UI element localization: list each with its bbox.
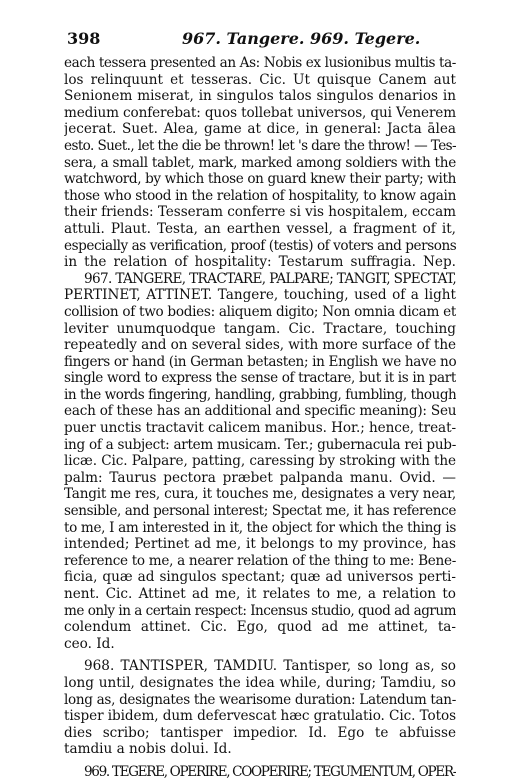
text-line: ceo. Id. — [64, 635, 115, 652]
text-line: Tangit me res, cura, it touches me, designates a very near, — [64, 486, 456, 503]
text-line: those who stood in the relation of hospitality, to know again — [64, 187, 456, 204]
page-header — [67, 28, 452, 50]
text-line: nent. Cic. Attinet ad me, it relates to me, a relation to — [64, 586, 456, 602]
text-line: Senionem miserat, in singulos talos singulos denarios in — [64, 88, 456, 105]
text-line: to me, I am interested in it, the object for which the thing is — [64, 519, 456, 536]
text-line: attuli. Plaut. Testa, an earthen vessel, a fragment of it, — [64, 220, 456, 237]
text-line: watchword, by which those on guard knew their party; with — [64, 171, 456, 188]
text-line: each of these has an additional and specific meaning): Seu — [64, 403, 456, 420]
text-line: in the words fingering, handling, grabbing, fumbling, though — [64, 386, 456, 403]
text-line: intended; Pertinet ad me, it belongs to my province, has — [64, 536, 456, 553]
text-line: collision of two bodies: aliquem digito; Non omnia dicam et — [64, 303, 456, 320]
text-line: los relinquunt et tesseras. Cic. Ut quisque Canem aut — [64, 71, 456, 88]
text-line: long as, designates the wearisome duration: Latendum tan- — [64, 691, 456, 708]
text-line: tamdiu a nobis dolui. Id. — [64, 741, 232, 758]
page-number: 398 — [67, 29, 101, 48]
text-line: dies scribo; tantisper impedior. Id. Ego te abfuisse — [64, 724, 456, 741]
text-line: sera, a small tablet, mark, marked among soldiers with the — [64, 154, 456, 171]
text-line: licæ. Cic. Palpare, patting, caressing by stroking with the — [64, 453, 456, 470]
text-line: ficia, quæ ad singulos spectant; quæ ad universos perti- — [64, 569, 456, 586]
text-line: jecerat. Suet. Alea, game at dice, in general: Jacta ālea — [64, 121, 456, 138]
body-text — [64, 55, 456, 781]
text-line: puer unctis tractavit calicem manibus. Hor.; hence, treat- — [64, 420, 456, 437]
text-line: medium conferebat: quos tollebat universos, qui Venerem — [64, 104, 456, 121]
text-line: colendum attinet. Cic. Ego, quod ad me attinet, ta- — [64, 619, 456, 636]
text-line: reference to me, a nearer relation of the thing to me: Bene- — [64, 552, 456, 569]
text-line: sensible, and personal interest; Spectat me, it has reference — [64, 503, 456, 520]
text-line: ing of a subject: artem musicam. Ter.; gubernacula rei pub- — [64, 436, 456, 453]
text-line: me only in a certain respect: Incensus studio, quod ad agrum — [64, 602, 456, 619]
section-heading-967: 967. TANGERE, TRACTARE, PALPARE; TANGIT, SPECTAT, — [84, 270, 456, 287]
text-line: their friends: Tesseram conferre si vis hospitalem, eccam — [64, 204, 456, 221]
text-line: single word to express the sense of tractare, but it is in part — [64, 370, 456, 387]
text-line: in the relation of hospitality: Testarum suffragia. Nep. — [64, 254, 456, 271]
text-line: each tessera presented an As: Nobis ex lusionibus multis ta- — [64, 55, 456, 71]
text-line: palm: Taurus pectora præbet palpanda manu. Ovid. — — [64, 469, 456, 486]
text-line: fingers or hand (in German betasten; in English we have no — [64, 353, 456, 370]
text-line: leviter unumquodque tangam. Cic. Tractare, touching — [64, 320, 456, 337]
text-line: esto. Suet., let the die be thrown! let 's dare the throw! — Tes- — [64, 137, 456, 154]
text-line: long until, designates the idea while, during; Tamdiu, so — [64, 674, 456, 691]
text-line: tisper ibidem, dum defervescat hæc gratulatio. Cic. Totos — [64, 708, 456, 725]
section-heading-969: 969. TEGERE, OPERIRE, COOPERIRE; TEGUMENTUM, OPER- — [84, 763, 456, 780]
text-line: especially as verification, proof (testis) of voters and persons — [64, 237, 456, 254]
text-line: repeatedly and on several sides, with more surface of the — [64, 337, 456, 354]
running-title: 967. Tangere. 969. Tegere. — [182, 29, 421, 48]
section-heading-968: 968. TANTISPER, TAMDIU. Tantisper, so long as, so — [84, 658, 456, 675]
text-line: PERTINET, ATTINET. Tangere, touching, used of a light — [64, 287, 456, 304]
